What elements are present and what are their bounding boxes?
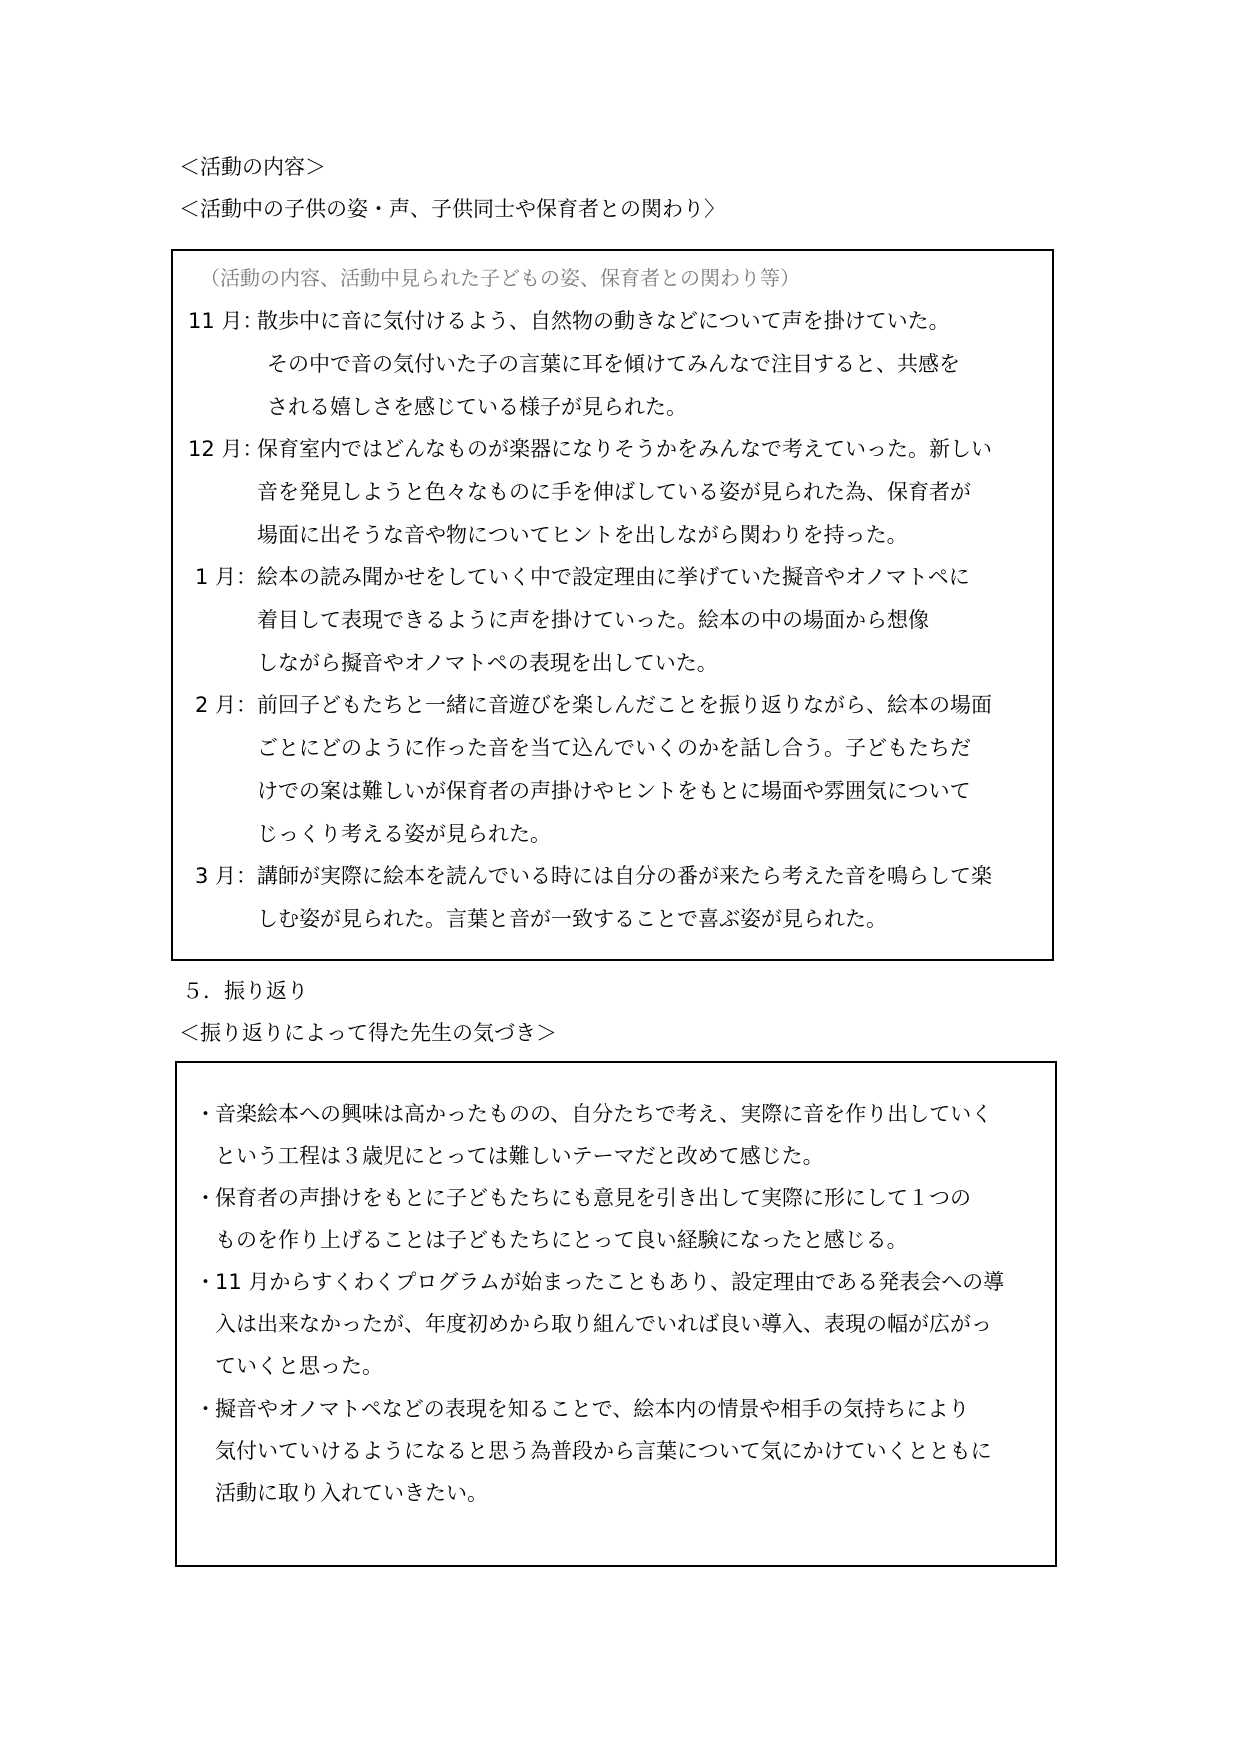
month-text [257,855,1042,941]
month-label: 3 月： [194,864,257,888]
month-text-line: ごとにどのように作った音を当て込んでいくのかを話し合う。子どもたちだ [257,736,971,760]
reflection-box [175,1061,1057,1567]
month-text [257,684,1042,856]
month-text-line: 場面に出そうな音や物についてヒントを出しながら関わりを持った。 [257,523,908,547]
bullet-text-line: ものを作り上げることは子どもたちにとって良い経験になったと感じる。 [215,1228,908,1252]
month-text-line: 散歩中に音に気付けるよう、自然物の動きなどについて声を掛けていた。 [257,309,950,333]
bullet-text-line: 擬音やオノマトペなどの表現を知ることで、絵本内の情景や相手の気持ちにより [215,1397,970,1421]
month-text-line: 前回子どもたちと一緒に音遊びを楽しんだことを振り返りながら、絵本の場面 [257,693,992,717]
month-text-line: 着目して表現できるように声を掛けていった。絵本の中の場面から想像 [257,608,929,632]
bullet-text-line: 11 月からすくわくプログラムが始まったこともあり、設定理由である発表会への導 [215,1270,1005,1294]
month-text-line: 保育室内ではどんなものが楽器になりそうかをみんなで考えていった。新しい [257,437,992,461]
month-label: 2 月： [194,693,257,717]
reflection-title: ５．振り返り [182,979,308,1003]
bullet-mark: ・ [195,1102,216,1126]
activity-content-heading: ＜活動の内容＞ [179,155,326,179]
month-text-line: しながら擬音やオノマトペの表現を出していた。 [257,651,718,675]
month-label: 11 月： [188,309,264,333]
bullet-text [215,1388,1055,1514]
bullet-text-line: 活動に取り入れていきたい。 [215,1481,488,1505]
bullet-text-line: という工程は３歳児にとっては難しいテーマだと改めて感じた。 [215,1144,824,1168]
bullet-text-line: 気付いていけるようになると思う為普段から言葉について気にかけていくとともに [215,1439,992,1463]
bullet-text [215,1261,1055,1387]
month-text [257,428,1042,557]
bullet-mark: ・ [195,1186,216,1210]
month-text-line: しむ姿が見られた。言葉と音が一致することで喜ぶ姿が見られた。 [257,907,887,931]
month-text-line: その中で音の気付いた子の言葉に耳を傾けてみんなで注目すると、共感を [267,352,960,376]
bullet-text-line: 音楽絵本への興味は高かったものの、自分たちで考え、実際に音を作り出していく [215,1102,993,1126]
month-text-line: 絵本の読み聞かせをしていく中で設定理由に挙げていた擬音やオノマトペに [257,565,970,589]
activity-record-box [171,249,1054,961]
month-label: 1 月： [194,565,257,589]
month-text [257,300,1042,429]
bullet-mark: ・ [195,1397,216,1421]
bullet-text-line: ていくと思った。 [215,1354,383,1378]
bullet-text-line: 保育者の声掛けをもとに子どもたちにも意見を引き出して実際に形にして１つの [215,1186,971,1210]
month-text-line: じっくり考える姿が見られた。 [257,822,551,846]
bullet-text [215,1093,1055,1177]
month-label: 12 月： [188,437,264,461]
children-interaction-heading: ＜活動中の子供の姿・声、子供同士や保育者との関わり〉 [179,197,725,221]
month-text-line: けでの案は難しいが保育者の声掛けやヒントをもとに場面や雰囲気について [257,779,971,803]
month-text-line: 音を発見しようと色々なものに手を伸ばしている姿が見られた為、保育者が [257,480,971,504]
bullet-text [215,1177,1055,1261]
bullet-text-line: 入は出来なかったが、年度初めから取り組んでいれば良い導入、表現の幅が広がっ [215,1312,992,1336]
reflection-subheading: ＜振り返りによって得た先生の気づき＞ [179,1021,557,1045]
month-text-line: される嬉しさを感じている様子が見られた。 [267,395,687,419]
bullet-mark: ・ [195,1270,216,1294]
activity-record-box-heading: （活動の内容、活動中見られた子どもの姿、保育者との関わり等） [200,266,800,290]
month-text [257,556,1042,685]
month-text-line: 講師が実際に絵本を読んでいる時には自分の番が来たら考えた音を鳴らして楽 [257,864,992,888]
